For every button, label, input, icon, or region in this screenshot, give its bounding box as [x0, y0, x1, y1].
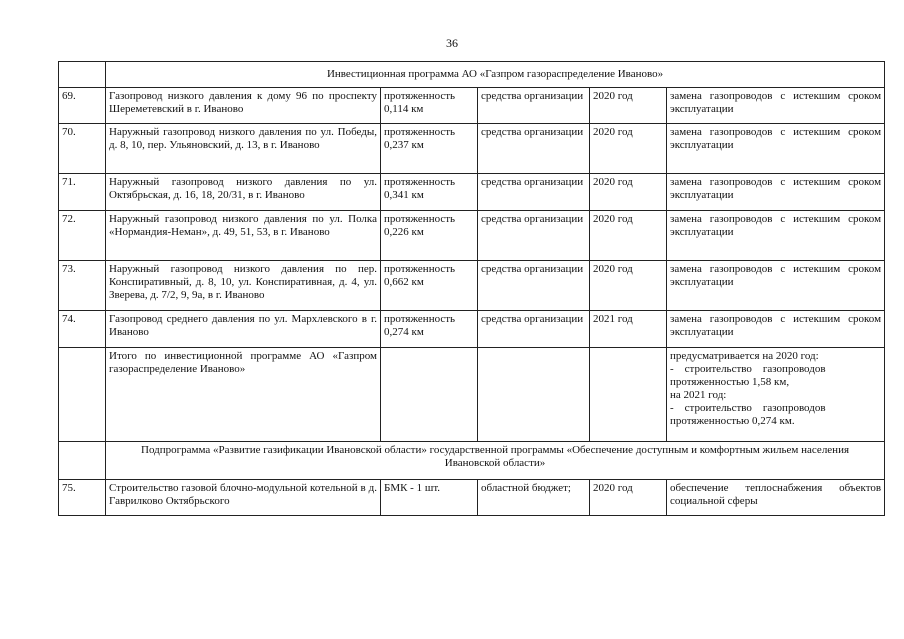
year-cell: 2020 год: [590, 124, 667, 174]
table-row: [59, 124, 885, 174]
capacity-cell: протяженность 0,114 км: [381, 88, 478, 124]
purpose-cell: замена газопроводов с истекшим сроком эксплуатации: [667, 311, 885, 348]
empty-num-cell: [59, 62, 106, 88]
object-cell: Наружный газопровод низкого давления по пер. Конспиративный, д. 8, 10, ул. Конспиративная, д. 4, ул. Зверева, д. 7/2, 9, 9а, в г. Иваново: [106, 261, 381, 311]
row-number: 74.: [59, 311, 106, 348]
funding-cell: средства организации: [478, 174, 590, 211]
row-number: 75.: [59, 480, 106, 516]
section-header-row: [59, 62, 885, 88]
row-number: 71.: [59, 174, 106, 211]
object-cell: Наружный газопровод низкого давления по ул. Полка «Нормандия-Неман», д. 49, 51, 53, в г. Иваново: [106, 211, 381, 261]
funding-cell: областной бюджет;: [478, 480, 590, 516]
table-row: [59, 480, 885, 516]
funding-cell: средства организации: [478, 88, 590, 124]
capacity-cell: протяженность 0,237 км: [381, 124, 478, 174]
total-summary-line: на 2021 год:: [670, 389, 727, 401]
section-title: Подпрограмма «Развитие газификации Ивановской области» государственной программы «Обеспечение доступным и комфортным жильем населения Ивановской области»: [106, 442, 885, 480]
empty-num-cell: [59, 442, 106, 480]
empty-num-cell: [59, 348, 106, 442]
funding-cell: средства организации: [478, 124, 590, 174]
section-header-row: [59, 442, 885, 480]
purpose-cell: замена газопроводов с истекшим сроком эксплуатации: [667, 261, 885, 311]
funding-cell: средства организации: [478, 311, 590, 348]
empty-cell: [478, 348, 590, 442]
object-cell: Наружный газопровод низкого давления по ул. Победы, д. 8, 10, пер. Ульяновский, д. 13, в г. Иваново: [106, 124, 381, 174]
year-cell: 2020 год: [590, 480, 667, 516]
total-summary-line: предусматривается на 2020 год:: [670, 350, 819, 362]
empty-cell: [590, 348, 667, 442]
total-summary: [667, 348, 885, 442]
capacity-cell: протяженность 0,274 км: [381, 311, 478, 348]
purpose-cell: замена газопроводов с истекшим сроком эксплуатации: [667, 211, 885, 261]
row-number: 69.: [59, 88, 106, 124]
capacity-cell: БМК - 1 шт.: [381, 480, 478, 516]
year-cell: 2021 год: [590, 311, 667, 348]
table-row: [59, 211, 885, 261]
object-cell: Газопровод низкого давления к дому 96 по проспекту Шереметевский в г. Иваново: [106, 88, 381, 124]
funding-cell: средства организации: [478, 261, 590, 311]
section-title: Инвестиционная программа АО «Газпром газораспределение Иваново»: [106, 62, 885, 88]
capacity-cell: протяженность 0,662 км: [381, 261, 478, 311]
page-number: 36: [446, 36, 458, 50]
purpose-cell: замена газопроводов с истекшим сроком эксплуатации: [667, 174, 885, 211]
table-row: [59, 311, 885, 348]
table-row: [59, 174, 885, 211]
year-cell: 2020 год: [590, 261, 667, 311]
row-number: 70.: [59, 124, 106, 174]
capacity-cell: протяженность 0,341 км: [381, 174, 478, 211]
total-row: [59, 348, 885, 442]
total-label: Итого по инвестиционной программе АО «Газпром газораспределение Иваново»: [106, 348, 381, 442]
total-summary-line: - строительство газопроводов протяженностью 0,274 км.: [670, 402, 829, 427]
total-summary-line: - строительство газопроводов протяженностью 1,58 км,: [670, 363, 829, 388]
table-row: [59, 261, 885, 311]
purpose-cell: замена газопроводов с истекшим сроком эксплуатации: [667, 124, 885, 174]
year-cell: 2020 год: [590, 174, 667, 211]
purpose-cell: замена газопроводов с истекшим сроком эксплуатации: [667, 88, 885, 124]
year-cell: 2020 год: [590, 88, 667, 124]
row-number: 72.: [59, 211, 106, 261]
year-cell: 2020 год: [590, 211, 667, 261]
object-cell: Газопровод среднего давления по ул. Мархлевского в г. Иваново: [106, 311, 381, 348]
object-cell: Наружный газопровод низкого давления по ул. Октябрьская, д. 16, 18, 20/31, в г. Иваново: [106, 174, 381, 211]
investment-table: [58, 61, 885, 516]
empty-cell: [381, 348, 478, 442]
purpose-cell: обеспечение теплоснабжения объектов социальной сферы: [667, 480, 885, 516]
funding-cell: средства организации: [478, 211, 590, 261]
capacity-cell: протяженность 0,226 км: [381, 211, 478, 261]
row-number: 73.: [59, 261, 106, 311]
object-cell: Строительство газовой блочно-модульной котельной в д. Гаврилково Октябрьского: [106, 480, 381, 516]
table-row: [59, 88, 885, 124]
